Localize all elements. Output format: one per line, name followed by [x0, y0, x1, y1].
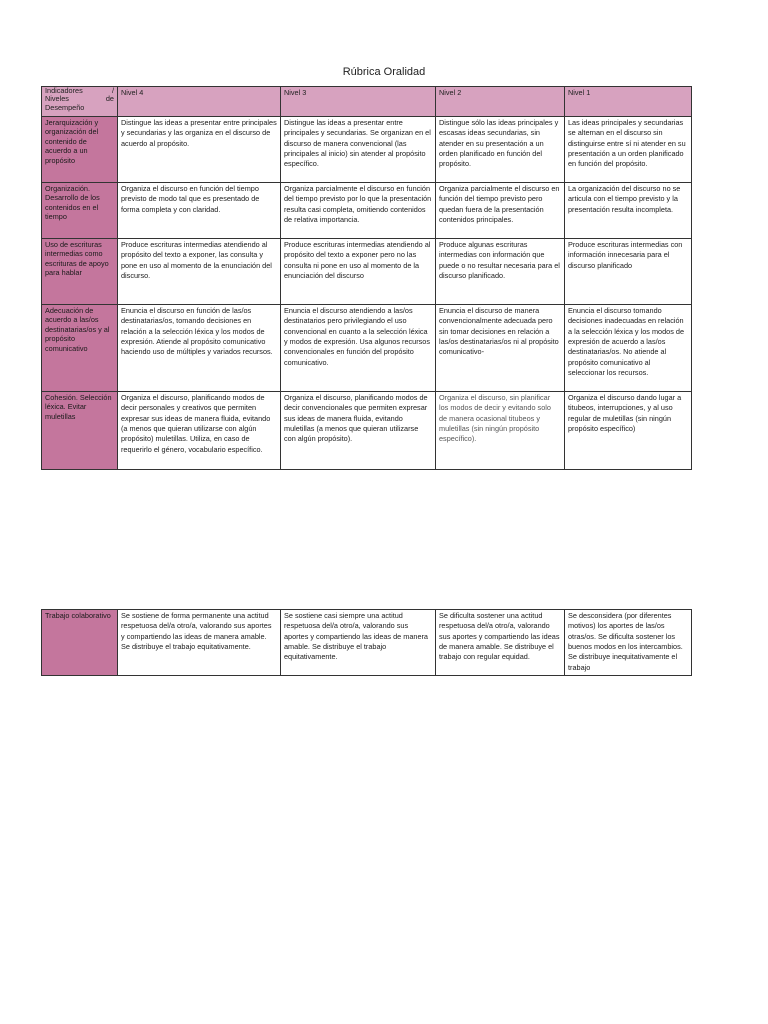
level-1-cell: Se desconsidera (por diferentes motivos) los aportes de las/os otras/os. Se dificulta sostener los buenos modos en los intercambios. Se distribuye inequitativamente el trabajo: [565, 610, 692, 676]
page-title: Rúbrica Oralidad: [342, 66, 426, 78]
level-1-cell: Produce escrituras intermedias con información innecesaria para el discurso planificado: [565, 239, 692, 305]
level-2-cell: Enuncia el discurso de manera convencionalmente adecuada pero sin tomar decisiones en relación a las/os destinatarias/os ni al propósito comunicativo-: [436, 305, 565, 392]
table-row: [42, 239, 692, 305]
corner-label-de: de: [105, 94, 114, 104]
header-corner-cell: [42, 87, 118, 117]
level-4-cell: Enuncia el discurso en función de las/os destinatarias/os, tomando decisiones en relación a la selección léxica y los modos de expresión. Atiende al propósito comunicativo haciendo uso de múltiples y variados recursos.: [118, 305, 281, 392]
level-3-cell: Distingue las ideas a presentar entre principales y secundarias. Se organizan en el discurso de manera convencional (las principales al inicio) sin atender al propósito específico.: [281, 117, 436, 183]
level-3-cell: Se sostiene casi siempre una actitud respetuosa del/a otro/a, valorando sus aportes y compartiendo las ideas de manera amable. Se distribuye el trabajo equitativamente.: [281, 610, 436, 676]
level-3-cell: Organiza el discurso, planificando modos de decir convencionales que permiten expresar sus ideas de manera fluida, evitando muletillas (a menos que quieran utilizarse con algún propósito).: [281, 392, 436, 470]
header-nivel-2: Nivel 2: [436, 87, 565, 117]
header-nivel-3: Nivel 3: [281, 87, 436, 117]
level-3-cell: Produce escrituras intermedias atendiendo al propósito del texto a exponer pero no las consulta ni pone en uso al momento de la enunciación del discurso: [281, 239, 436, 305]
level-2-cell: Organiza parcialmente el discurso en función del tiempo previsto pero quedan fuera de la presentación contenidos principales.: [436, 183, 565, 239]
level-4-cell: Organiza el discurso en función del tiempo previsto de modo tal que es presentado de forma completa y con claridad.: [118, 183, 281, 239]
level-1-cell: Las ideas principales y secundarias se alternan en el discurso sin distinguirse entre sí ni atender en su presentación a un orden planificado en función del propósito.: [565, 117, 692, 183]
header-nivel-1: Nivel 1: [565, 87, 692, 117]
indicator-cell: Trabajo colaborativo: [42, 610, 118, 676]
level-2-cell: Organiza el discurso, sin planificar los modos de decir y evitando solo de manera ocasional titubeos y muletillas (sin ningún propósito específico).: [436, 392, 565, 470]
indicator-cell: Organización. Desarrollo de los contenidos en el tiempo: [42, 183, 118, 239]
level-3-cell: Enuncia el discurso atendiendo a las/os destinatarios pero privilegiando el uso convencional en cuanto a la selección léxica y modos de expresión. Usa algunos recursos convencionales en función del propósito comunicativo.: [281, 305, 436, 392]
level-2-cell: Produce algunas escrituras intermedias con información que puede o no resultar necesaria para el discurso planificado.: [436, 239, 565, 305]
indicator-cell: Uso de escrituras intermedias como escrituras de apoyo para hablar: [42, 239, 118, 305]
indicator-cell: Jerarquización y organización del contenido de acuerdo a un propósito: [42, 117, 118, 183]
table-row: [42, 392, 692, 470]
corner-label-indicadores: Indicadores: [45, 86, 83, 95]
level-4-cell: Distingue las ideas a presentar entre principales y secundarias y las organiza en el discurso de acuerdo al propósito.: [118, 117, 281, 183]
header-row: [42, 87, 692, 117]
level-1-cell: Enuncia el discurso tomando decisiones inadecuadas en relación a la selección léxica y los modos de expresión de acuerdo a las/os destinatarias/os. No atiende al propósito comunicativo al seleccionar los recursos.: [565, 305, 692, 392]
table-row: [42, 183, 692, 239]
table-row: [42, 305, 692, 392]
level-1-cell: Organiza el discurso dando lugar a titubeos, interrupciones, y al uso regular de muletillas (sin ningún propósito específico): [565, 392, 692, 470]
rubric-table: [41, 86, 692, 470]
corner-label-slash: /: [111, 86, 114, 95]
corner-label-desempeno: Desempeño: [45, 102, 85, 112]
level-4-cell: Organiza el discurso, planificando modos de decir personales y creativos que permiten expresar sus ideas de manera fluida, evitando (a menos que quieran utilizarse con algún propósito) muletillas. Utiliza, en caso de requerirlo el género, vocabulario específico.: [118, 392, 281, 470]
table-row: [42, 117, 692, 183]
level-4-cell: Se sostiene de forma permanente una actitud respetuosa del/a otro/a, valorando sus aportes y compartiendo las ideas de manera amable. Se distribuye el trabajo equitativamente.: [118, 610, 281, 676]
corner-label-niveles: Niveles: [45, 94, 69, 104]
level-3-cell: Organiza parcialmente el discurso en función del tiempo previsto por lo que la presentación resulta casi completa, omitiendo contenidos de relativa importancia.: [281, 183, 436, 239]
level-2-cell: Distingue sólo las ideas principales y escasas ideas secundarias, sin atender en su presentación a un orden planificado en función del propósito.: [436, 117, 565, 183]
level-1-cell: La organización del discurso no se articula con el tiempo previsto y la presentación resulta incompleta.: [565, 183, 692, 239]
indicator-cell: Adecuación de acuerdo a las/os destinatarias/os y al propósito comunicativo: [42, 305, 118, 392]
header-nivel-4: Nivel 4: [118, 87, 281, 117]
rubric-table-continued: [41, 609, 692, 676]
level-4-cell: Produce escrituras intermedias atendiendo al propósito del texto a exponer, las consulta y pone en uso al momento de la enunciación del discurso.: [118, 239, 281, 305]
table-row: [42, 610, 692, 676]
level-2-cell: Se dificulta sostener una actitud respetuosa del/a otro/a, valorando sus aportes y compartiendo las ideas de manera amable. Se distribuye el trabajo con regular equidad.: [436, 610, 565, 676]
indicator-cell: Cohesión. Selección léxica. Evitar muletillas: [42, 392, 118, 470]
